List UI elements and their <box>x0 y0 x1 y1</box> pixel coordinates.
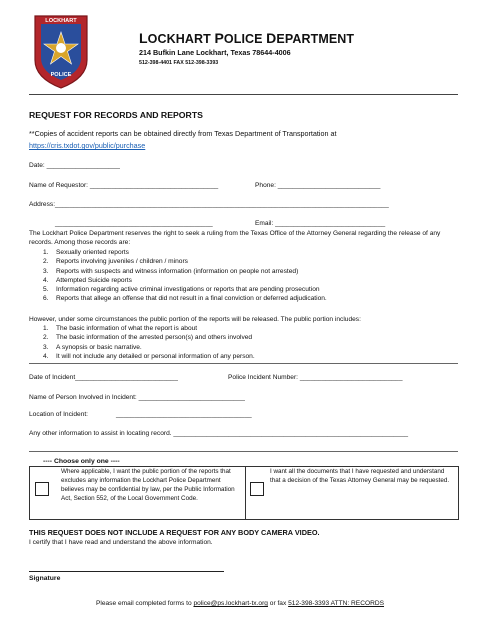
location-field[interactable]: _____________________________________ <box>116 411 252 418</box>
signature-line[interactable] <box>29 571 224 572</box>
list-item: 4. It will not include any detailed or personal information of any person. <box>43 352 255 360</box>
department-phones: 512-398-4401 FAX 512-398-3393 <box>139 60 219 66</box>
rights-paragraph: The Lockhart Police Department reserves the right to seek a ruling from the Texas Office of the Attorney General regarding the release of any records. Among those records are: <box>29 230 441 247</box>
incident-number-field[interactable]: Police Incident Number: ____________________________ <box>228 374 403 381</box>
public-portion-paragraph: However, under some circumstances the public portion of the reports will be released. The public portion includes: <box>29 316 361 323</box>
fax-number: 512-398-3393 ATTN: RECORDS <box>288 600 385 607</box>
phone-field[interactable]: Phone: ____________________________ <box>255 182 381 189</box>
all-documents-checkbox[interactable] <box>250 482 264 496</box>
form-title: REQUEST FOR RECORDS AND REPORTS <box>29 110 203 120</box>
list-item: 1. The basic information of what the report is about <box>43 325 198 332</box>
section-divider <box>29 451 458 452</box>
incident-date-field[interactable]: Date of Incident____________________________ <box>29 374 178 381</box>
submission-footer: Please email completed forms to police@ps.lockhart-tx.org or fax 512-398-3393 ATTN: RECORDS <box>95 600 385 607</box>
requestor-name-field[interactable]: Name of Requestor: ___________________________________ <box>29 182 219 189</box>
list-item: 3. A synopsis or basic narrative. <box>43 343 142 351</box>
date-field[interactable]: Date: ____________________ <box>29 162 120 169</box>
public-portion-option-text: Where applicable, I want the public portion of the reports that excludes any information the Lockhart Police Department believes may be confidential by law, per the Public Information Act, Section 552, of the Local Government Code. <box>61 468 235 502</box>
section-divider <box>29 363 458 364</box>
list-item: 6. Reports that allege an offense that did not result in a final conviction or deferred adjudication. <box>43 295 327 303</box>
address-line-2[interactable]: ___________________________________________ <box>55 220 213 227</box>
signature-label: Signature <box>29 575 61 582</box>
list-item: 2. The basic information of the arrested person(s) and others involved <box>43 334 253 342</box>
person-involved-field[interactable]: Name of Person Involved in Incident: _____________________________ <box>29 394 245 401</box>
list-item: 4. Attempted Suicide reports <box>43 276 132 284</box>
public-portion-checkbox[interactable] <box>35 482 49 496</box>
accident-report-note: **Copies of accident reports can be obtained directly from Texas Department of Transportation at <box>29 129 337 138</box>
list-item: 5. Information regarding active criminal investigations or reports that are pending prosecution <box>43 286 320 294</box>
list-item: 3. Reports with suspects and witness information (information on people not arrested) <box>43 267 299 275</box>
department-name: LOCKHART POLICE DEPARTMENT <box>139 30 355 46</box>
choose-one-heading: ---- Choose only one ---- <box>43 458 120 465</box>
location-label: Location of Incident: <box>29 411 89 418</box>
certification-statement: I certify that I have read and understand the above information. <box>29 539 213 546</box>
txdot-link[interactable]: https://cris.txdot.gov/public/purchase <box>29 141 146 150</box>
withheld-records-list <box>43 248 327 304</box>
list-item: 2. Reports involving juveniles / children / minors <box>43 258 188 266</box>
police-seal-logo <box>31 10 91 90</box>
list-item: 1. Sexually oriented reports <box>43 249 129 256</box>
all-documents-option-text: I want all the documents that I have requested and understand that a decision of the Texas Attorney General may be requested. <box>270 468 450 484</box>
email-link[interactable]: police@ps.lockhart-tx.org <box>193 600 268 607</box>
choice-table-divider <box>245 466 246 520</box>
header-divider <box>29 94 458 95</box>
public-portion-list <box>43 324 255 361</box>
address-field[interactable]: Address:___________________________________________________________________________________________ <box>29 201 389 208</box>
svg-text:LOCKHART: LOCKHART <box>45 18 77 24</box>
svg-text:POLICE: POLICE <box>50 72 72 78</box>
other-info-field[interactable]: Any other information to assist in locating record. ________________________________________________________________ <box>29 430 409 437</box>
department-address: 214 Bufkin Lane Lockhart, Texas 78644-4006 <box>139 48 291 57</box>
body-camera-notice: THIS REQUEST DOES NOT INCLUDE A REQUEST FOR ANY BODY CAMERA VIDEO. <box>29 528 320 537</box>
email-field[interactable]: Email: ______________________________ <box>255 220 386 227</box>
